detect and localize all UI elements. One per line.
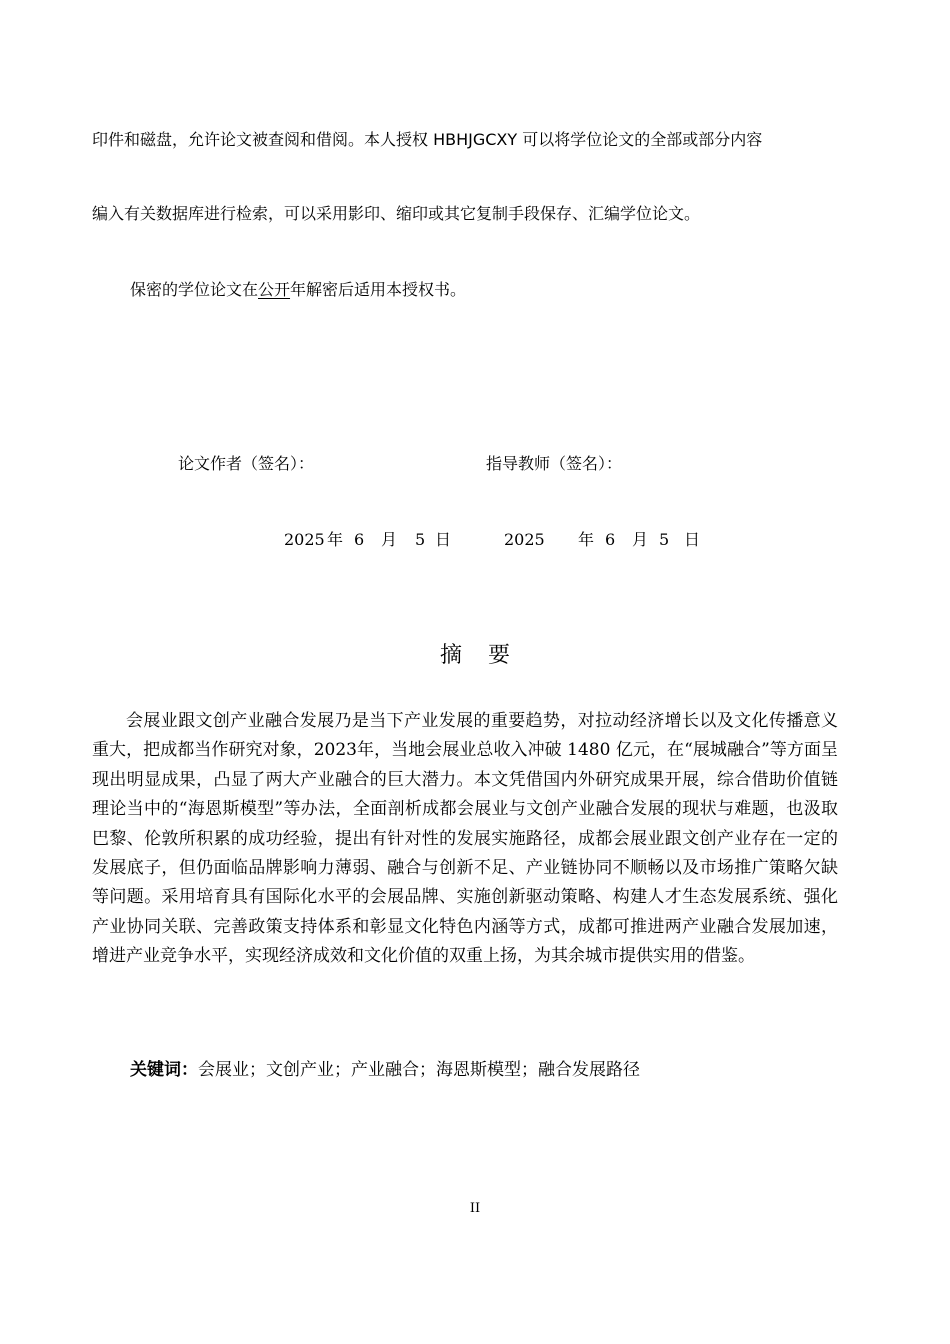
author-signature-label: 论文作者（签名）： bbox=[178, 454, 315, 473]
keywords-line bbox=[130, 1056, 640, 1085]
advisor-date-day-unit: 日 bbox=[684, 530, 701, 549]
confidential-status: 公开 bbox=[258, 280, 291, 299]
author-date-day: 5 bbox=[415, 530, 426, 549]
authorization-line-1: 印件和磁盘，允许论文被查阅和借阅。本人授权 HBHJGCXY 可以将学位论文的全部或部分内容 bbox=[92, 130, 763, 149]
author-date-month-unit: 月 bbox=[381, 530, 398, 549]
advisor-date-month-unit: 月 bbox=[632, 530, 649, 549]
abstract-body: 会展业跟文创产业融合发展乃是当下产业发展的重要趋势，对拉动经济增长以及文化传播意义重大，把成都当作研究对象，2023年，当地会展业总收入冲破 1480 亿元，在“展城融合”等方面呈现出明显成果，凸显了两大产业融合的巨大潜力。本文凭借国内外研究成果开展，综合借助价值链理论当中的“海恩斯模型”等办法，全面剖析成都会展业与文创产业融合发展的现状与难题，也汲取巴黎、伦敦所积累的成功经验，提出有针对性的发展实施路径，成都会展业跟文创产业存在一定的发展底子，但仍面临品牌影响力薄弱、融合与创新不足、产业链协同不顺畅以及市场推广策略欠缺等问题。采用培育具有国际化水平的会展品牌、实施创新驱动策略、构建人才生态发展系统、强化产业协同关联、完善政策支持体系和彰显文化特色内涵等方式，成都可推进两产业融合发展加速，增进产业竞争水平，实现经济成效和文化价值的双重上扬，为其余城市提供实用的借鉴。 bbox=[92, 711, 838, 967]
page-number: II bbox=[469, 1201, 481, 1216]
authorization-line-2: 编入有关数据库进行检索，可以采用影印、缩印或其它复制手段保存、汇编学位论文。 bbox=[92, 204, 701, 223]
confidential-prefix: 保密的学位论文在 bbox=[130, 280, 259, 299]
advisor-date-month: 6 bbox=[605, 530, 616, 549]
abstract-heading: 摘要 bbox=[439, 643, 536, 668]
author-date-year: 2025 bbox=[284, 530, 325, 549]
author-date-month: 6 bbox=[354, 530, 365, 549]
keywords-list: 会展业；文创产业；产业融合；海恩斯模型；融合发展路径 bbox=[198, 1060, 640, 1080]
advisor-signature-label: 指导教师（签名）： bbox=[486, 454, 623, 473]
advisor-date-day: 5 bbox=[659, 530, 670, 549]
author-date-year-unit: 年 bbox=[327, 530, 344, 549]
keywords-label: 关键词： bbox=[130, 1060, 198, 1080]
confidential-suffix: 年解密后适用本授权书。 bbox=[290, 280, 467, 299]
authorization-line-3 bbox=[130, 280, 466, 300]
advisor-date-year: 2025 bbox=[504, 530, 545, 549]
advisor-date-year-unit: 年 bbox=[578, 530, 595, 549]
author-date-day-unit: 日 bbox=[435, 530, 452, 549]
